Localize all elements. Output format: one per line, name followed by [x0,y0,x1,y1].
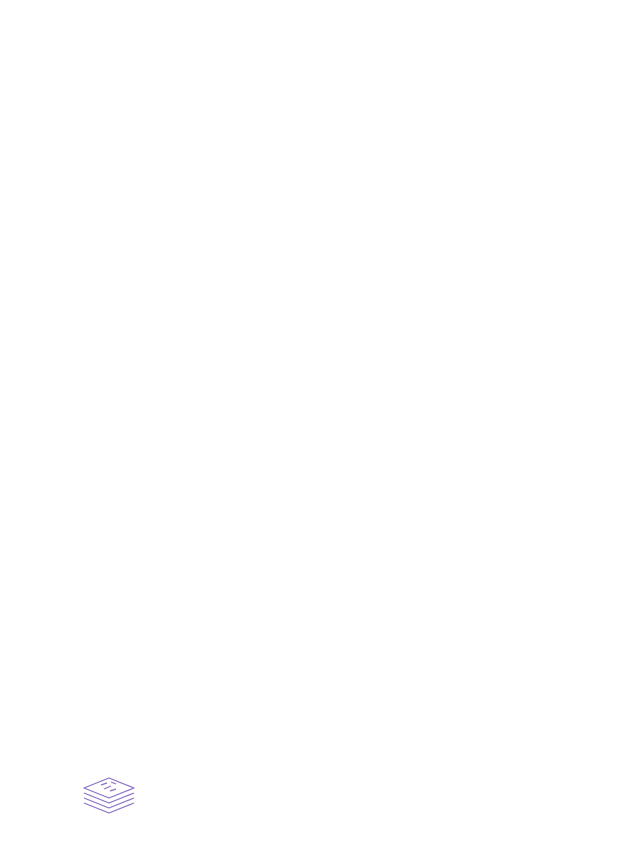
cke-logo-icon [80,774,138,814]
page-content [74,13,594,75]
